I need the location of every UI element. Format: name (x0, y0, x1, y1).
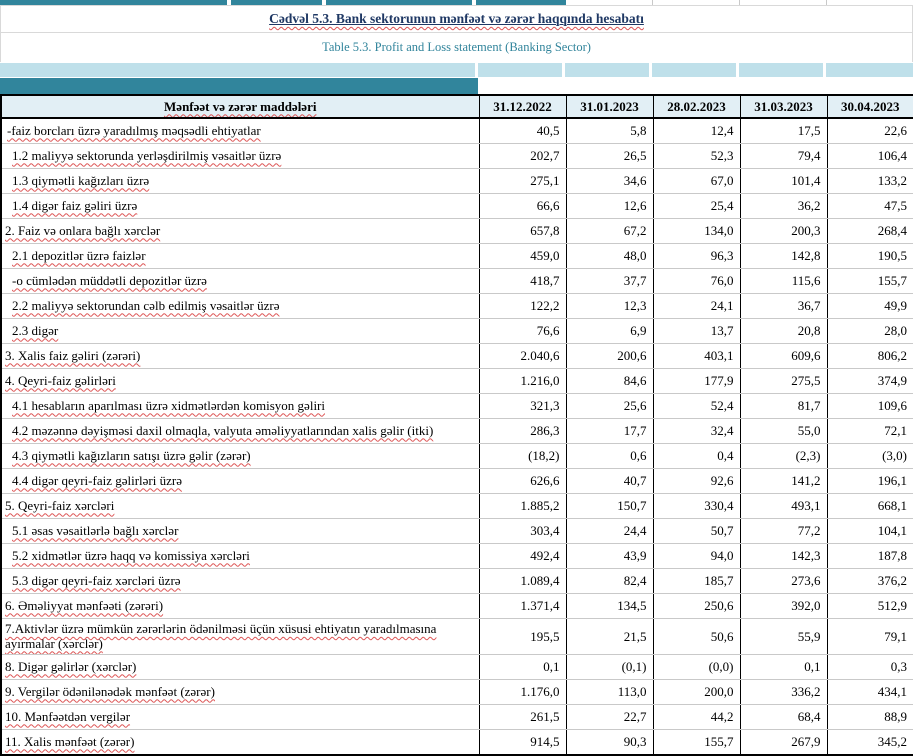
cell-value: 12,3 (566, 294, 653, 319)
cell-value: 459,0 (479, 244, 566, 269)
row-label (1, 269, 479, 294)
table-row (1, 469, 913, 494)
cell-value: 185,7 (653, 569, 740, 594)
cell-value: 1.176,0 (479, 680, 566, 705)
row-label-text: 1.2 maliyyə sektorunda yerləşdirilmiş vəsaitlər üzrə (12, 147, 282, 163)
cell-value: 187,8 (827, 544, 913, 569)
table-row (1, 705, 913, 730)
row-label (1, 519, 479, 544)
row-label-text: 5.2 xidmətlər üzrə haqq və komissiya xərcləri (12, 547, 250, 563)
cell-value: 81,7 (740, 394, 827, 419)
cell-value: 26,5 (566, 144, 653, 169)
row-label (1, 544, 479, 569)
cell-value: (18,2) (479, 444, 566, 469)
table-row (1, 544, 913, 569)
cell-value: 17,5 (740, 118, 827, 144)
cell-value: 36,2 (740, 194, 827, 219)
cell-value: 24,4 (566, 519, 653, 544)
row-label (1, 680, 479, 705)
row-label (1, 144, 479, 169)
cell-value: 6,9 (566, 319, 653, 344)
row-label (1, 705, 479, 730)
table-row (1, 144, 913, 169)
cell-value: 25,6 (566, 394, 653, 419)
cell-value: 202,7 (479, 144, 566, 169)
cell-value: 303,4 (479, 519, 566, 544)
cell-value: 50,6 (653, 619, 740, 655)
table-row (1, 294, 913, 319)
row-label-text: 7.Aktivlər üzrə mümkün zərərlərin ödənilməsi üçün xüsusi ehtiyatın yaradılmasına ayırmalar (xərclər) (5, 620, 437, 651)
cell-value: 392,0 (740, 594, 827, 619)
cell-value: 67,2 (566, 219, 653, 244)
cell-value: 1.216,0 (479, 369, 566, 394)
row-label-text: 2. Faiz və onlara bağlı xərclər (5, 222, 161, 238)
row-label-text: -faiz borcları üzrə yaradılmış məqsədli ehtiyatlar (7, 122, 261, 138)
cell-value: 68,4 (740, 705, 827, 730)
cell-value: 336,2 (740, 680, 827, 705)
header-date-column: 31.03.2023 (740, 95, 827, 118)
row-label-text: 2.3 digər (12, 322, 59, 338)
table-row (1, 344, 913, 369)
row-label-text: 2.2 maliyyə sektorundan cəlb edilmiş vəsaitlər üzrə (12, 297, 280, 313)
header-row (1, 95, 913, 118)
cell-value: 24,1 (653, 294, 740, 319)
cell-value: 141,2 (740, 469, 827, 494)
row-label (1, 494, 479, 519)
title-area (0, 6, 913, 62)
cell-value: 1.885,2 (479, 494, 566, 519)
cell-value: 200,6 (566, 344, 653, 369)
cell-value: 17,7 (566, 419, 653, 444)
table-row (1, 730, 913, 756)
cell-value: 657,8 (479, 219, 566, 244)
cell-value: 268,4 (827, 219, 913, 244)
cell-value: 25,4 (653, 194, 740, 219)
row-label (1, 219, 479, 244)
band-cell (478, 63, 562, 77)
cell-value: 122,2 (479, 294, 566, 319)
cell-value: 2.040,6 (479, 344, 566, 369)
cell-value: 47,5 (827, 194, 913, 219)
cell-value: 34,6 (566, 169, 653, 194)
cell-value: 37,7 (566, 269, 653, 294)
cell-value: 79,4 (740, 144, 827, 169)
cell-value: 13,7 (653, 319, 740, 344)
cell-value: 72,1 (827, 419, 913, 444)
table-row (1, 680, 913, 705)
cell-value: 96,3 (653, 244, 740, 269)
row-label (1, 294, 479, 319)
cell-value: 90,3 (566, 730, 653, 756)
band-cell (0, 63, 475, 77)
row-label (1, 369, 479, 394)
band-cell (652, 63, 736, 77)
cell-value: 190,5 (827, 244, 913, 269)
cell-value: 914,5 (479, 730, 566, 756)
cell-value: 77,2 (740, 519, 827, 544)
cell-value: 52,3 (653, 144, 740, 169)
table-row (1, 494, 913, 519)
cell-value: 79,1 (827, 619, 913, 655)
row-label (1, 419, 479, 444)
band-cell (565, 63, 649, 77)
cell-value: (2,3) (740, 444, 827, 469)
cell-value: 150,7 (566, 494, 653, 519)
cell-value: 267,9 (740, 730, 827, 756)
light-blue-band (0, 62, 913, 78)
cell-value: 134,0 (653, 219, 740, 244)
cell-value: 1.089,4 (479, 569, 566, 594)
cell-value: 261,5 (479, 705, 566, 730)
cell-value: 142,8 (740, 244, 827, 269)
band-cell (826, 63, 913, 77)
strip-teal-segment (231, 0, 322, 5)
cell-value: 668,1 (827, 494, 913, 519)
table-row (1, 655, 913, 680)
row-label (1, 730, 479, 756)
table-row (1, 394, 913, 419)
gridline (739, 0, 740, 5)
table-row (1, 444, 913, 469)
cell-value: 66,6 (479, 194, 566, 219)
cell-value: 155,7 (653, 730, 740, 756)
row-label-text: 9. Vergilər ödənilənədək mənfəət (zərər) (5, 683, 215, 699)
header-date-column: 30.04.2023 (827, 95, 913, 118)
cell-value: 403,1 (653, 344, 740, 369)
row-label-text: -o cümlədən müddətli depozitlər üzrə (12, 272, 207, 288)
cell-value: 113,0 (566, 680, 653, 705)
cell-value: 32,4 (653, 419, 740, 444)
cell-value: 40,7 (566, 469, 653, 494)
row-label (1, 469, 479, 494)
header-date-column: 31.12.2022 (479, 95, 566, 118)
cell-value: 609,6 (740, 344, 827, 369)
cell-value: 493,1 (740, 494, 827, 519)
cell-value: 21,5 (566, 619, 653, 655)
cell-value: 806,2 (827, 344, 913, 369)
row-label-text: 3. Xalis faiz gəliri (zərəri) (5, 347, 141, 363)
cell-value: 44,2 (653, 705, 740, 730)
cell-value: 0,6 (566, 444, 653, 469)
row-label (1, 569, 479, 594)
cell-value: 273,6 (740, 569, 827, 594)
gridline (652, 0, 653, 5)
row-label (1, 169, 479, 194)
gridline (826, 0, 827, 5)
row-label (1, 619, 479, 655)
table-row (1, 269, 913, 294)
table-row (1, 319, 913, 344)
cell-value: 109,6 (827, 394, 913, 419)
row-label-text: 4.2 məzənnə dəyişməsi daxil olmaqla, valyuta əməliyyatlarından xalis gəlir (itki) (12, 422, 434, 438)
cell-value: 55,0 (740, 419, 827, 444)
cell-value: 52,4 (653, 394, 740, 419)
row-label-text: 4.3 qiymətli kağızların satışı üzrə gəlir (zərər) (12, 447, 251, 463)
cell-value: 22,6 (827, 118, 913, 144)
row-label-text: 4. Qeyri-faiz gəlirləri (5, 372, 116, 388)
table-title-link[interactable] (269, 11, 644, 27)
cell-value: 94,0 (653, 544, 740, 569)
cell-value: 275,1 (479, 169, 566, 194)
cell-value: 376,2 (827, 569, 913, 594)
header-date-column: 28.02.2023 (653, 95, 740, 118)
table-row (1, 569, 913, 594)
row-label (1, 394, 479, 419)
cell-value: 48,0 (566, 244, 653, 269)
cell-value: 626,6 (479, 469, 566, 494)
row-label (1, 444, 479, 469)
cell-value: 492,4 (479, 544, 566, 569)
cell-value: 50,7 (653, 519, 740, 544)
row-label (1, 319, 479, 344)
cell-value: 0,3 (827, 655, 913, 680)
profit-loss-table (0, 94, 913, 756)
row-label-text: 5.3 digər qeyri-faiz xərcləri üzrə (12, 572, 181, 588)
subtitle-row (1, 33, 912, 62)
cell-value: 195,5 (479, 619, 566, 655)
cutoff-row-strip (0, 0, 913, 6)
cell-value: 134,5 (566, 594, 653, 619)
cell-value: 275,5 (740, 369, 827, 394)
cell-value: 250,6 (653, 594, 740, 619)
cell-value: 20,8 (740, 319, 827, 344)
strip-teal-segment (476, 0, 566, 5)
table-title-en: Table 5.3. Profit and Loss statement (Banking Sector) (322, 40, 591, 54)
cell-value: 22,7 (566, 705, 653, 730)
table-header (1, 95, 913, 118)
cell-value: (0,1) (566, 655, 653, 680)
header-items-label-text: Mənfəət və zərər maddələri (164, 98, 317, 114)
cell-value: 177,9 (653, 369, 740, 394)
cell-value: 82,4 (566, 569, 653, 594)
row-label-text: 4.4 digər qeyri-faiz gəlirləri üzrə (12, 472, 182, 488)
cell-value: 286,3 (479, 419, 566, 444)
cell-value: 5,8 (566, 118, 653, 144)
row-label-text: 5. Qeyri-faiz xərcləri (5, 497, 115, 513)
table-row (1, 219, 913, 244)
cell-value: 28,0 (827, 319, 913, 344)
row-label (1, 244, 479, 269)
table-row (1, 594, 913, 619)
cell-value: 330,4 (653, 494, 740, 519)
cell-value: 133,2 (827, 169, 913, 194)
row-label-text: 5.1 əsas vəsaitlərlə bağlı xərclər (12, 522, 179, 538)
cell-value: 0,1 (740, 655, 827, 680)
row-label (1, 194, 479, 219)
cell-value: 43,9 (566, 544, 653, 569)
cell-value: 40,5 (479, 118, 566, 144)
teal-band (0, 78, 913, 94)
strip-teal-segment (0, 0, 227, 5)
row-label-text: 8. Digər gəlirlər (xərclər) (5, 658, 137, 674)
row-label-text: 10. Mənfəətdən vergilər (5, 708, 131, 724)
cell-value: 345,2 (827, 730, 913, 756)
cell-value: 92,6 (653, 469, 740, 494)
cell-value: 76,6 (479, 319, 566, 344)
cell-value: 55,9 (740, 619, 827, 655)
cell-value: 67,0 (653, 169, 740, 194)
cell-value: (3,0) (827, 444, 913, 469)
cell-value: 200,3 (740, 219, 827, 244)
row-label (1, 594, 479, 619)
cell-value: 12,4 (653, 118, 740, 144)
title-row (1, 6, 912, 33)
row-label (1, 118, 479, 144)
cell-value: 1.371,4 (479, 594, 566, 619)
cell-value: 434,1 (827, 680, 913, 705)
cell-value: 321,3 (479, 394, 566, 419)
table-row (1, 194, 913, 219)
cell-value: 84,6 (566, 369, 653, 394)
teal-band-fill (0, 78, 478, 94)
cell-value: 101,4 (740, 169, 827, 194)
row-label (1, 655, 479, 680)
header-date-column: 31.01.2023 (566, 95, 653, 118)
cell-value: 196,1 (827, 469, 913, 494)
table-row (1, 369, 913, 394)
table-row (1, 619, 913, 655)
row-label-text: 4.1 hesabların aparılması üzrə xidmətlərdən komisyon gəliri (12, 397, 325, 413)
cell-value: 12,6 (566, 194, 653, 219)
cell-value: 418,7 (479, 269, 566, 294)
cell-value: 0,1 (479, 655, 566, 680)
row-label-text: 1.3 qiymətli kağızları üzrə (12, 172, 150, 188)
cell-value: 200,0 (653, 680, 740, 705)
cell-value: 106,4 (827, 144, 913, 169)
cell-value: 49,9 (827, 294, 913, 319)
cell-value: 36,7 (740, 294, 827, 319)
cell-value: (0,0) (653, 655, 740, 680)
cell-value: 142,3 (740, 544, 827, 569)
table-row (1, 419, 913, 444)
cell-value: 104,1 (827, 519, 913, 544)
strip-teal-segment (326, 0, 472, 5)
table-row (1, 169, 913, 194)
row-label (1, 344, 479, 369)
cell-value: 76,0 (653, 269, 740, 294)
table-body (1, 118, 913, 756)
cell-value: 0,4 (653, 444, 740, 469)
row-label-text: 11. Xalis mənfəət (zərər) (5, 733, 135, 749)
header-items-label (1, 95, 479, 118)
row-label-text: 6. Əməliyyat mənfəəti (zərəri) (5, 597, 164, 613)
table-title-az: Cədvəl 5.3. Bank sektorunun mənfəət və zərər haqqında hesabatı (269, 11, 644, 26)
cell-value: 155,7 (827, 269, 913, 294)
table-row (1, 244, 913, 269)
cell-value: 374,9 (827, 369, 913, 394)
table-row (1, 118, 913, 144)
cell-value: 512,9 (827, 594, 913, 619)
table-row (1, 519, 913, 544)
row-label-text: 2.1 depozitlər üzrə faizlər (12, 247, 146, 263)
row-label-text: 1.4 digər faiz gəliri üzrə (12, 197, 138, 213)
cell-value: 88,9 (827, 705, 913, 730)
band-cell (739, 63, 823, 77)
cell-value: 115,6 (740, 269, 827, 294)
